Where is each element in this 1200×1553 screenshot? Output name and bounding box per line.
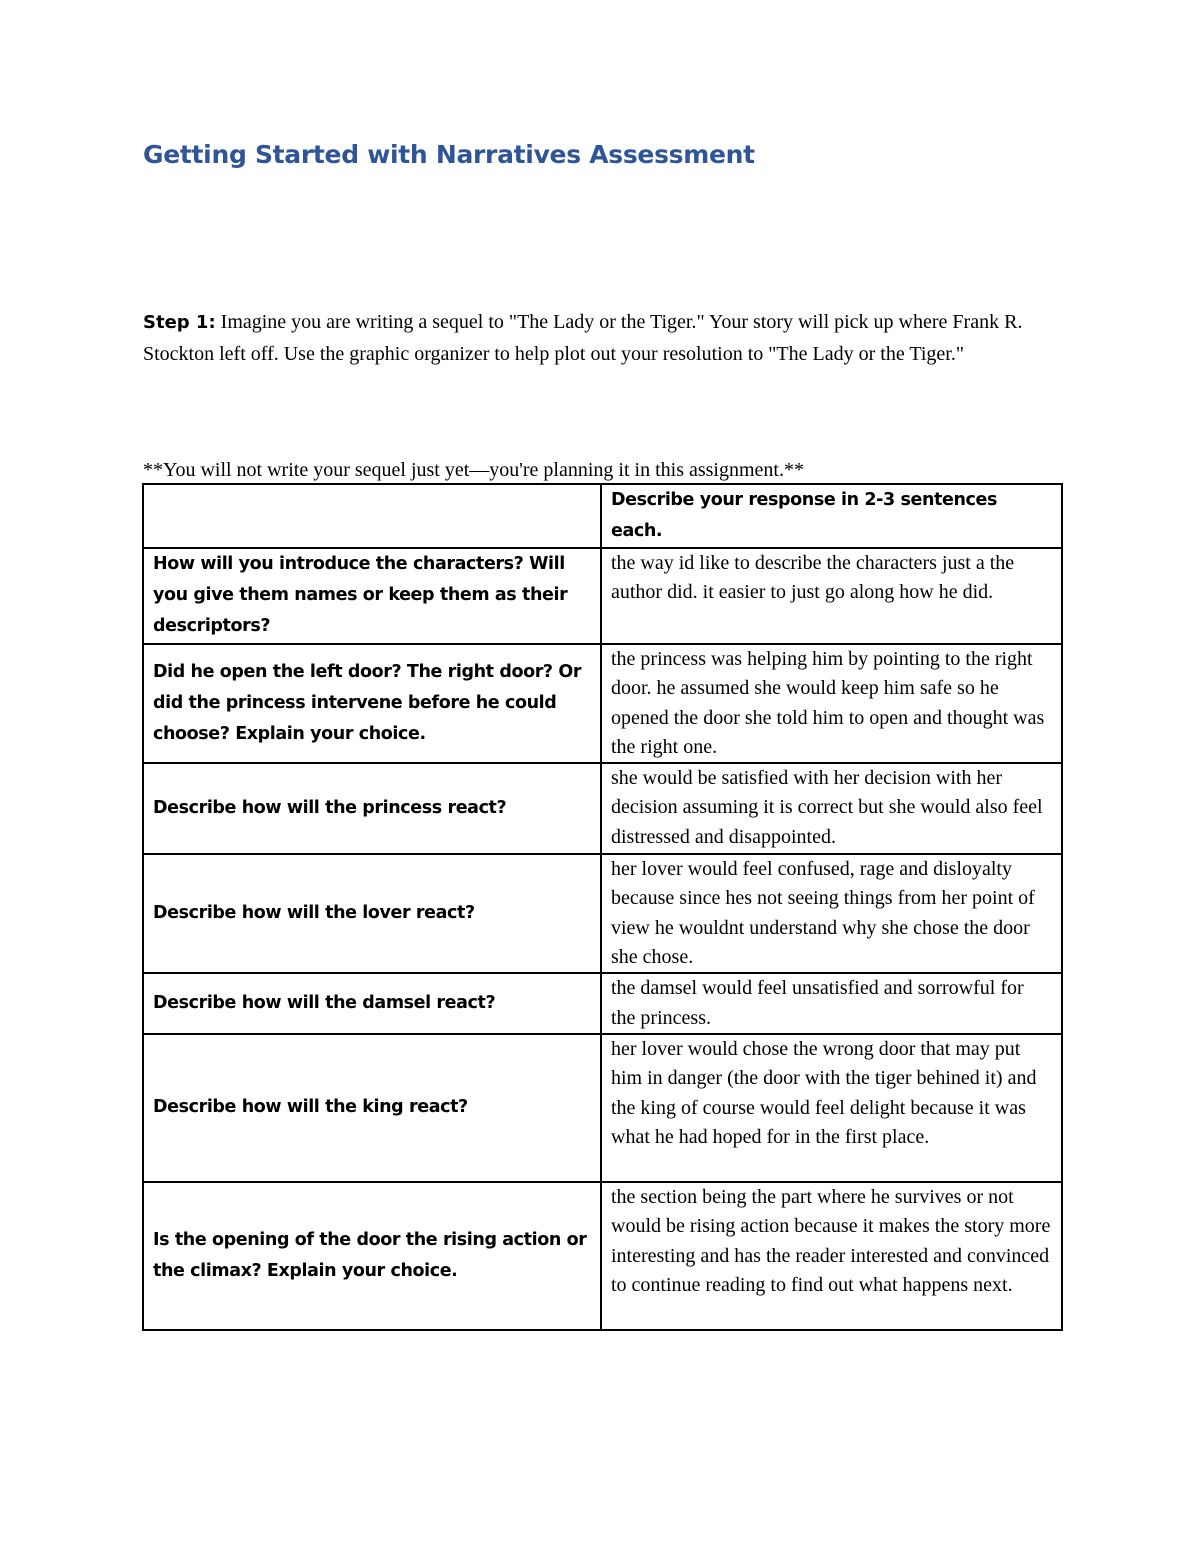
table-row — [143, 1182, 1062, 1330]
answer-cell[interactable]: her lover would chose the wrong door that may put him in danger (the door with the tiger behined it) and the king of course would feel delight because it was what he had hoped for in the first place. — [601, 1034, 1062, 1182]
question-cell: Describe how will the damsel react? — [143, 973, 601, 1034]
answer-cell[interactable]: her lover would feel confused, rage and disloyalty because since hes not seeing things from her point of view he wouldnt understand why she chose the door she chose. — [601, 854, 1062, 973]
question-cell: How will you introduce the characters? Will you give them names or keep them as their descriptors? — [143, 548, 601, 644]
answer-cell[interactable]: she would be satisfied with her decision with her decision assuming it is correct but she would also feel distressed and disappointed. — [601, 763, 1062, 854]
answer-cell[interactable]: the damsel would feel unsatisfied and sorrowful for the princess. — [601, 973, 1062, 1034]
answer-cell[interactable]: the princess was helping him by pointing to the right door. he assumed she would keep him safe so he opened the door she told him to open and thought was the right one. — [601, 644, 1062, 763]
table-row — [143, 644, 1062, 763]
graphic-organizer-table — [142, 483, 1063, 1331]
table-row — [143, 548, 1062, 644]
header-cell-empty — [143, 484, 601, 548]
table-row — [143, 854, 1062, 973]
planning-note: **You will not write your sequel just yet—you're planning it in this assignment.** — [143, 459, 804, 481]
table-row — [143, 763, 1062, 854]
answer-cell[interactable]: the section being the part where he survives or not would be rising action because it makes the story more interesting and has the reader interested and convinced to continue reading to find out what happens next. — [601, 1182, 1062, 1330]
step-label: Step 1: — [143, 312, 216, 333]
question-cell: Describe how will the princess react? — [143, 763, 601, 854]
table-row — [143, 1034, 1062, 1182]
question-cell: Describe how will the lover react? — [143, 854, 601, 973]
question-cell: Describe how will the king react? — [143, 1034, 601, 1182]
table-header-row — [143, 484, 1062, 548]
instructions-paragraph — [143, 307, 1063, 369]
answer-cell[interactable]: the way id like to describe the characters just a the author did. it easier to just go along how he did. — [601, 548, 1062, 644]
question-cell: Is the opening of the door the rising action or the climax? Explain your choice. — [143, 1182, 601, 1330]
header-cell-response: Describe your response in 2-3 sentences each. — [601, 484, 1062, 548]
table-row — [143, 973, 1062, 1034]
page-title: Getting Started with Narratives Assessment — [143, 140, 755, 169]
step-text: Imagine you are writing a sequel to "The Lady or the Tiger." Your story will pick up where Frank R. Stockton left off. Use the graphic organizer to help plot out your resolution to "The Lady or the Tiger." — [143, 311, 1023, 365]
question-cell: Did he open the left door? The right door? Or did the princess intervene before he could choose? Explain your choice. — [143, 644, 601, 763]
